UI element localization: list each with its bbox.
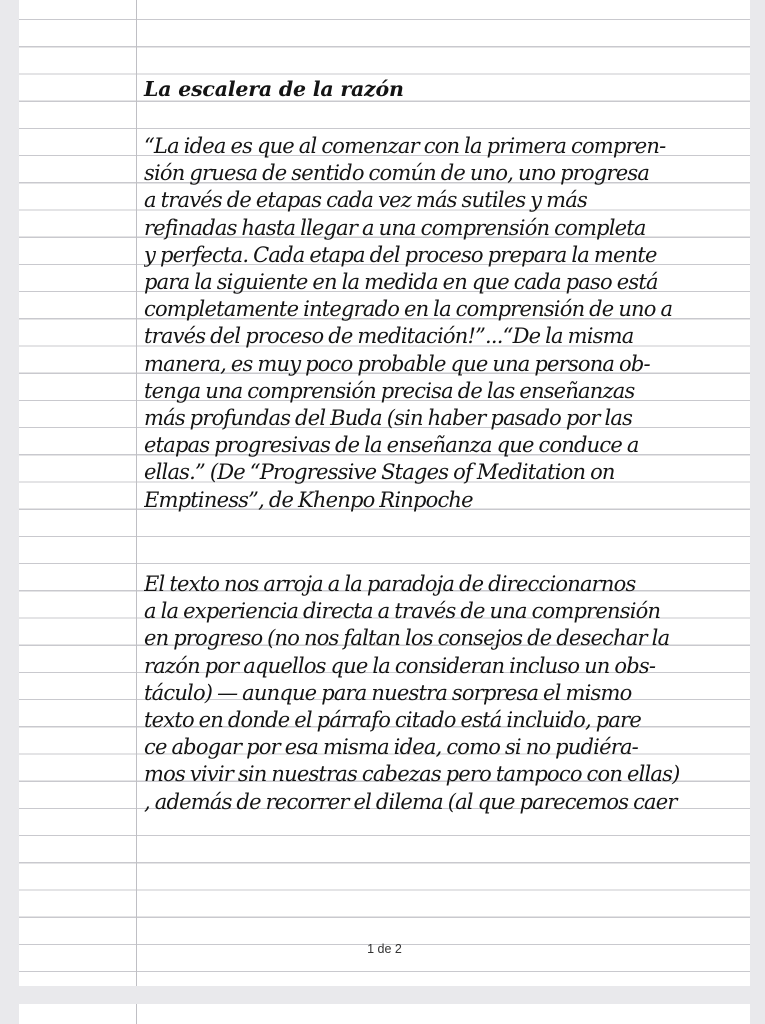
text-line: manera, es muy poco probable que una persona ob- [144,351,650,376]
text-line: etapas progresivas de la enseñanza que conduce a [144,433,639,458]
next-page-preview[interactable] [19,1004,750,1024]
text-line: a través de etapas cada vez más sutiles y más [144,188,587,213]
text-line: para la siguiente en la medida en que cada paso está [144,270,658,295]
paragraph-commentary [144,571,749,816]
text-line: en progreso (no nos faltan los consejos de desechar la [144,626,670,651]
text-line: través del proceso de meditación!”...“De la misma [144,324,634,349]
text-line: , además de recorrer el dilema (al que parecemos caer [144,789,677,814]
text-line: razón por aquellos que la consideran incluso un obs- [144,653,656,678]
text-line: completamente integrado en la comprensión de uno a [144,297,673,322]
text-line: sión gruesa de sentido común de uno, uno progresa [144,161,650,186]
text-line: Emptiness”, de Khenpo Rinpoche [144,487,473,512]
text-line: y perfecta. Cada etapa del proceso prepara la mente [144,242,657,267]
paragraph-quote [144,133,749,514]
text-line: más profundas del Buda (sin haber pasado por las [144,406,633,431]
text-line: a la experiencia directa a través de una comprensión [144,599,661,624]
text-line: “La idea es que al comenzar con la primera compren- [144,134,666,158]
text-line: El texto nos arroja a la paradoja de direccionarnos [144,572,636,596]
text-line: tenga una comprensión precisa de las enseñanzas [144,378,635,403]
text-line: ce abogar por esa misma idea, como si no pudiéra- [144,735,638,760]
page-indicator: 1 de 2 [367,942,402,956]
text-line: refinadas hasta llegar a una comprensión completa [144,215,646,240]
text-line: ellas.” (De “Progressive Stages of Meditation on [144,460,615,485]
text-line: texto en donde el párrafo citado está incluido, pare [144,708,641,733]
text-line: mos vivir sin nuestras cabezas pero tampoco con ellas) [144,762,680,787]
notebook-page [19,0,750,986]
text-line: táculo) — aunque para nuestra sorpresa el mismo [144,680,632,705]
document-title: La escalera de la razón [144,77,404,101]
